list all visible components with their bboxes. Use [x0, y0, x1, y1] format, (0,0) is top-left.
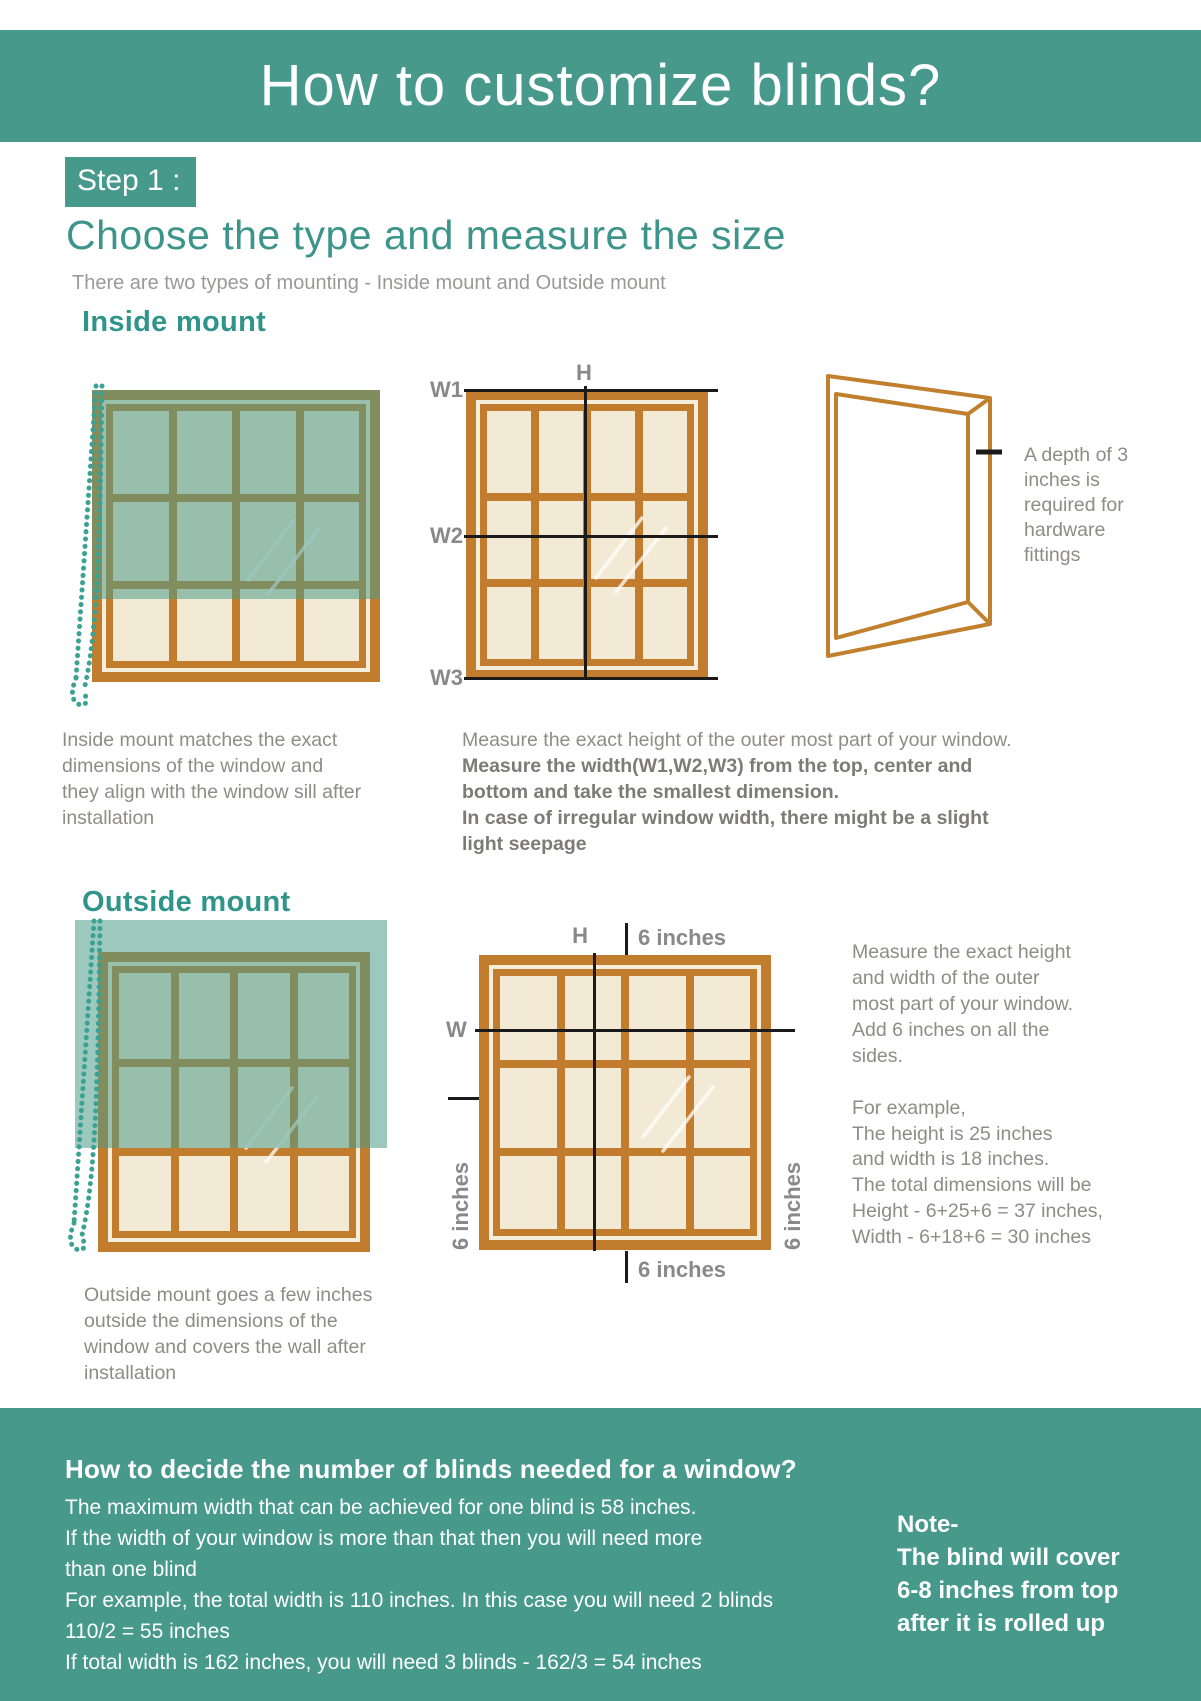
width3-line — [464, 677, 718, 680]
window-pane — [500, 1156, 557, 1229]
footer-line: The maximum width that can be achieved for one blind is 58 inches. — [65, 1496, 697, 1519]
example-line: and width is 18 inches. — [852, 1148, 1050, 1171]
window-pane — [240, 589, 296, 662]
step-badge: Step 1 : — [65, 157, 196, 207]
window-pane — [177, 589, 233, 662]
window-pane — [539, 587, 583, 659]
window-pane — [500, 1068, 557, 1148]
six-inches-right-label: 6 inches — [780, 1161, 805, 1250]
example-line: Height - 6+25+6 = 37 inches, — [852, 1200, 1103, 1223]
footer-line: If the width of your window is more than that then you will need more — [65, 1527, 703, 1550]
width3-label: W3 — [430, 665, 463, 690]
footer-line: 110/2 = 55 inches — [65, 1620, 230, 1643]
note-line: after it is rolled up — [897, 1610, 1106, 1637]
height-line — [584, 386, 587, 680]
window-pane — [179, 1156, 231, 1231]
glass-shine-icon — [637, 1059, 721, 1155]
roller-blind-overlay — [92, 390, 380, 599]
window-pane — [539, 411, 583, 493]
window-pane — [591, 587, 635, 659]
bottom-tick — [625, 1251, 628, 1283]
roller-blind-overlay — [75, 920, 387, 1148]
footer-heading: How to decide the number of blinds needed for a window? — [65, 1454, 797, 1484]
note-block — [897, 1508, 1120, 1640]
window-pane — [694, 976, 751, 1060]
outside-mount-illustration — [50, 915, 395, 1277]
width2-line — [464, 535, 718, 538]
measure-line: Measure the exact height — [852, 941, 1071, 963]
spacer — [852, 1070, 1112, 1096]
window-pane — [238, 1156, 290, 1231]
six-inches-top-label: 6 inches — [638, 925, 727, 950]
example-line: Width - 6+18+6 = 30 inches — [852, 1226, 1092, 1249]
footer-line: If total width is 162 inches, you will need 3 blinds - 162/3 = 54 inches — [65, 1651, 702, 1674]
height-label: H — [572, 923, 588, 948]
window-pane — [487, 587, 531, 659]
left-tick — [448, 1097, 479, 1100]
measure-line: and width of the outer — [852, 966, 1040, 989]
example-line: The total dimensions will be — [852, 1174, 1092, 1197]
inside-mount-heading: Inside mount — [82, 306, 267, 338]
bead-chain-icon — [60, 382, 110, 722]
window-pane — [113, 589, 169, 662]
page-title: How to customize blinds? — [259, 53, 942, 118]
outside-measure-diagram — [420, 905, 815, 1300]
measure-line: bottom and take the smallest dimension. — [462, 780, 840, 803]
width2-label: W2 — [430, 523, 463, 548]
width1-line — [464, 389, 718, 392]
window — [479, 955, 771, 1250]
window-pane — [629, 1156, 686, 1229]
bead-chain-icon — [58, 915, 108, 1267]
outside-measure-caption — [852, 940, 1112, 1251]
top-tick — [625, 923, 628, 955]
window-pane — [487, 501, 531, 579]
six-inches-bottom-label: 6 inches — [638, 1257, 727, 1282]
example-line: For example, — [852, 1096, 966, 1119]
window-pane — [500, 976, 557, 1060]
window-pane — [629, 976, 686, 1060]
note-line: 6-8 inches from top — [897, 1577, 1119, 1604]
width-line — [475, 1029, 795, 1032]
window-depth-diagram — [822, 372, 1022, 664]
width1-label: W1 — [430, 377, 463, 402]
note-line: The blind will cover — [897, 1544, 1120, 1571]
height-label: H — [576, 360, 592, 385]
step-subtitle: There are two types of mounting - Inside mount and Outside mount — [72, 272, 666, 294]
depth-note: A depth of 3 inches is required for hardware fittings — [1024, 444, 1129, 566]
measure-line: In case of irregular window width, there might be a slight — [462, 806, 989, 829]
window-pane — [539, 501, 583, 579]
example-line: The height is 25 inches — [852, 1122, 1053, 1145]
measure-line: Add 6 inches on all the — [852, 1018, 1050, 1041]
footer-line: than one blind — [65, 1558, 197, 1581]
window-pane — [591, 411, 635, 493]
width-label: W — [446, 1017, 467, 1042]
header-banner — [0, 30, 1201, 142]
window-pane — [487, 411, 531, 493]
window-pane — [304, 589, 360, 662]
six-inches-left-label: 6 inches — [448, 1161, 473, 1250]
inside-measure-caption — [462, 728, 1042, 858]
height-line — [593, 953, 596, 1251]
window-pane — [119, 1156, 171, 1231]
measure-line: light seepage — [462, 832, 587, 855]
footer-banner — [0, 1408, 1201, 1701]
measure-line: Measure the width(W1,W2,W3) from the top, center and — [462, 754, 973, 777]
window-pane — [298, 1156, 350, 1231]
footer-text — [65, 1492, 773, 1678]
window-pane — [643, 587, 687, 659]
window-pane — [694, 1156, 751, 1229]
note-line: Note- — [897, 1511, 959, 1538]
inside-mount-caption: Inside mount matches the exact dimensions of the window and they align with the window sill after installation — [62, 729, 362, 829]
outside-mount-caption: Outside mount goes a few inches outside the dimensions of the window and covers the wall after installation — [84, 1284, 373, 1384]
measure-line: most part of your window. — [852, 992, 1074, 1015]
outside-mount-heading: Outside mount — [82, 886, 291, 918]
footer-line: For example, the total width is 110 inches. In this case you will need 2 blinds — [65, 1589, 774, 1612]
inside-mount-illustration — [60, 352, 400, 702]
inside-measure-diagram — [430, 350, 770, 695]
window-pane — [643, 411, 687, 493]
glass-shine-icon — [590, 500, 674, 596]
measure-line: Measure the exact height of the outer most part of your window. — [462, 729, 1012, 751]
measure-line: sides. — [852, 1044, 903, 1067]
step-heading: Choose the type and measure the size — [66, 212, 786, 258]
